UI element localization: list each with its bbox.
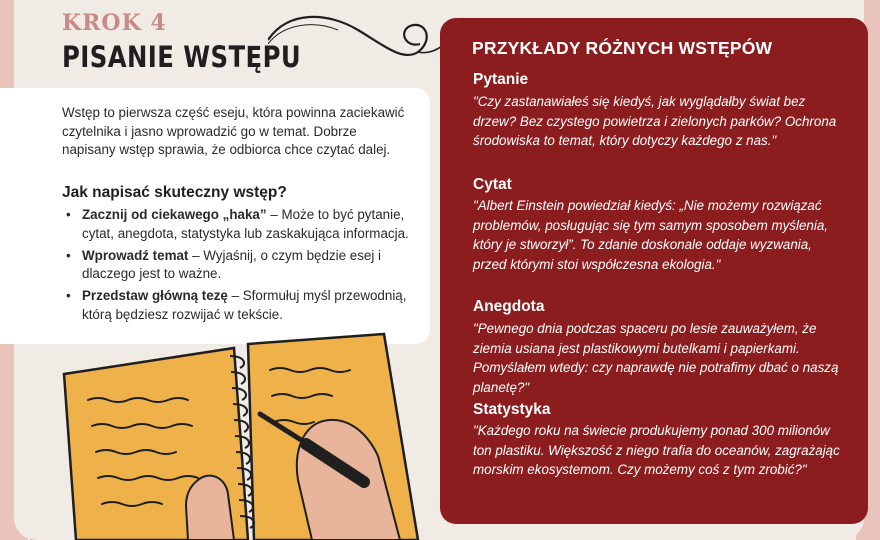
bullet-icon: • <box>66 288 71 304</box>
page-title: PISANIE WSTĘPU <box>62 40 302 74</box>
example-text-question: "Czy zastanawiałeś się kiedyś, jak wyglądałby świat bez drzew? Bez czystego powietrza i zielonych parków? Ochrona środowiska to temat, który dotyczy każdego z nas." <box>473 94 837 148</box>
list-item <box>66 206 416 244</box>
example-heading-anecdote: Anegdota <box>473 298 545 315</box>
bullet-icon: • <box>66 247 71 263</box>
howto-heading: Jak napisać skuteczny wstęp? <box>62 184 287 201</box>
tip-description: – Może to być pytanie, cytat, anegdota, statystyka lub zaskakująca informacja. <box>82 207 409 241</box>
example-heading-statistic: Statystyka <box>473 401 551 418</box>
bullet-icon: • <box>66 207 71 222</box>
list-item <box>66 287 416 325</box>
example-text-quote: "Albert Einstein powiedział kiedyś: „Nie możemy rozwiązać problemów, posługując się tym samym sposobem myślenia, który je stworzył”. To zdanie doskonale oddaje wyzwania, przed którymi stoi współczesna ekologia." <box>473 198 828 272</box>
swirl-ornament-icon <box>268 0 468 80</box>
tip-bold-label: Wprowadź temat <box>82 247 189 263</box>
list-item <box>66 247 416 285</box>
tip-bold-label: Przedstaw główną tezę <box>82 288 228 304</box>
step-label: KROK 4 <box>62 10 167 36</box>
tip-description: – Sformułuj myśl przewodnią, którą będziesz rozwijać w tekście. <box>82 288 407 322</box>
tip-bold-label: Zacznij od ciekawego „haka” <box>82 207 267 222</box>
example-heading-question: Pytanie <box>473 71 529 88</box>
example-text-anecdote: "Pewnego dnia podczas spaceru po lesie zauważyłem, że ziemia usiana jest plastikowymi butelkami i papierkami. Pomyślałem wtedy: czy naprawdę nie potrafimy dbać o naszą planetę?" <box>473 321 839 395</box>
examples-title: PRZYKŁADY RÓŻNYCH WSTĘPÓW <box>472 38 773 58</box>
intro-paragraph: Wstęp to pierwsza część eseju, która powinna zaciekawić czytelnika i jasno wprowadzić go w temat. Dobrze napisany wstęp sprawia, że odbiorca chce czytać dalej. <box>62 105 405 157</box>
notebook-writing-illustration <box>58 330 428 540</box>
example-heading-quote: Cytat <box>473 176 512 193</box>
tips-list <box>66 206 416 328</box>
tip-description: – Wyjaśnij, o czym będzie esej i dlaczego jest to ważne. <box>82 247 382 282</box>
example-text-statistic: "Każdego roku na świecie produkujemy ponad 300 milionów ton plastiku. Większość z niego trafia do oceanów, zagrażając morskim ekosystemom. Czy możemy coś z tym zrobić?" <box>473 423 840 477</box>
